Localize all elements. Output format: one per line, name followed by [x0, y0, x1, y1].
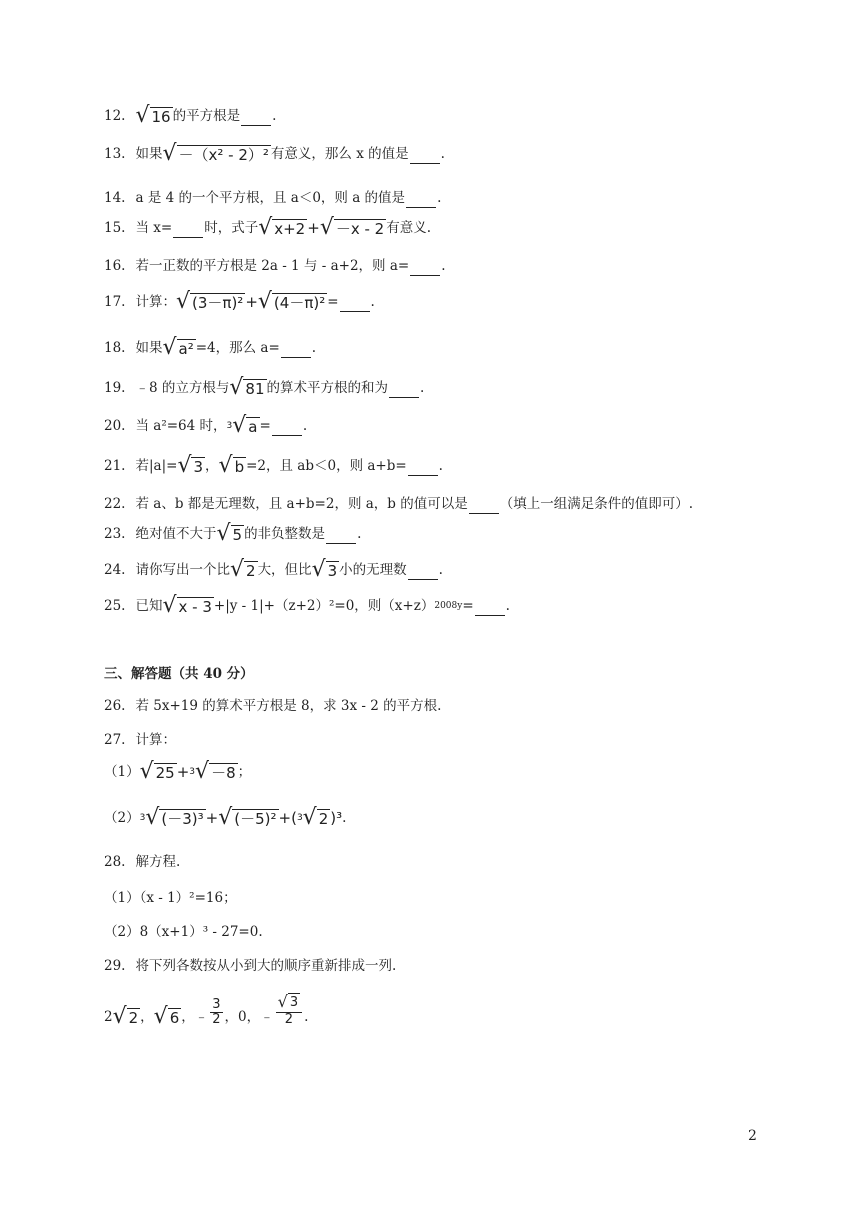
sqrt-expression: √ (－5)²	[218, 805, 277, 830]
fraction: $\frac{3}{2}$	[212, 997, 221, 1027]
cube-root-expression: 3 √ (－3)³	[139, 805, 204, 830]
answer-blank[interactable]	[326, 529, 356, 544]
sqrt-expression: √ a²	[162, 335, 194, 360]
question-27: 27. 计算：	[104, 732, 176, 748]
cube-root-expression: 3 √ 2	[296, 805, 329, 830]
sqrt-expression: √ (4－π)²	[257, 289, 326, 314]
answer-blank[interactable]	[281, 343, 311, 358]
sqrt-expression: √ 6	[153, 1004, 180, 1029]
sqrt-expression: √ －（x² - 2）²	[162, 141, 269, 166]
question-28-part-1: （1）（x - 1）²=16；	[104, 890, 237, 906]
sqrt-expression: √ x - 3	[162, 593, 212, 618]
question-17: 17. 计算： √ (3－π)² + √ (4－π)² = .	[104, 289, 375, 314]
section-heading: 三、解答题（共 40 分）	[104, 666, 254, 682]
question-13: 13. 如果 √ －（x² - 2）² 有意义，那么 x 的值是 .	[104, 141, 445, 166]
answer-blank[interactable]	[340, 297, 370, 312]
sqrt-expression: √ b	[218, 453, 245, 478]
answer-blank[interactable]	[469, 499, 499, 514]
cube-root-expression: 3 √ a	[226, 413, 258, 438]
question-28: 28. 解方程.	[104, 854, 181, 870]
sqrt-expression: √ 25	[139, 759, 175, 784]
question-27-part-1: （1） √ 25 + 3 √ －8 ；	[104, 759, 252, 784]
question-22: 22. 若 a、b 都是无理数，且 a+b=2，则 a，b 的值可以是 （填上一组满足条件的值即可）.	[104, 496, 694, 512]
question-16: 16. 若一正数的平方根是 2a - 1 与 - a+2，则 a= .	[104, 258, 446, 274]
answer-blank[interactable]	[389, 383, 419, 398]
sqrt-expression: √ 5	[216, 521, 243, 546]
question-18: 18. 如果 √ a² =4，那么 a= .	[104, 335, 317, 360]
question-19: 19. ﹣8 的立方根与 √ 81 的算术平方根的和为 .	[104, 375, 425, 400]
sqrt-expression: √ (3－π)²	[175, 289, 244, 314]
sqrt-expression: √ 3	[311, 557, 338, 582]
sqrt-expression: √ 81	[229, 375, 265, 400]
question-29-number-list: 2 √ 2 ， √ 6 ， ﹣ $\frac{3}{2}$ ， 0 ， ﹣ √ 3 2 .	[104, 992, 309, 1029]
sqrt-expression: √ 2	[112, 1004, 139, 1029]
question-20: 20. 当 a²=64 时， 3 √ a = .	[104, 413, 308, 438]
answer-blank[interactable]	[241, 111, 271, 126]
cube-root-expression: 3 √ －8	[189, 759, 236, 784]
sqrt-expression: √ －x - 2	[319, 215, 385, 240]
answer-blank[interactable]	[410, 261, 440, 276]
page-number: 2	[748, 1128, 757, 1144]
sqrt-expression: √ 16	[135, 103, 171, 128]
question-28-part-2: （2）8（x+1）³ - 27=0.	[104, 924, 263, 940]
answer-blank[interactable]	[272, 421, 302, 436]
answer-blank[interactable]	[408, 565, 438, 580]
sqrt-expression: √ 3	[177, 453, 204, 478]
question-25: 25. 已知 √ x - 3 +|y - 1|+（z+2）²=0，则（x+z） 2008y = .	[104, 593, 510, 618]
fraction: √ 3 2	[276, 992, 302, 1027]
answer-blank[interactable]	[475, 601, 505, 616]
question-27-part-2: （2） 3 √ (－3)³ + √ (－5)² + ( 3 √ 2 )³ .	[104, 805, 347, 830]
answer-blank[interactable]	[410, 149, 440, 164]
question-15: 15. 当 x= 时，式子 √ x+2 + √ －x - 2 有意义.	[104, 215, 432, 240]
question-24: 24. 请你写出一个比 √ 2 大，但比 √ 3 小的无理数 .	[104, 557, 443, 582]
question-14: 14. a 是 4 的一个平方根，且 a＜0，则 a 的值是 .	[104, 190, 442, 206]
question-12: 12. √ 16 的平方根是 .	[104, 103, 277, 128]
question-26: 26. 若 5x+19 的算术平方根是 8，求 3x - 2 的平方根.	[104, 698, 442, 714]
answer-blank[interactable]	[408, 461, 438, 476]
sqrt-expression: √ 2	[229, 557, 256, 582]
question-23: 23. 绝对值不大于 √ 5 的非负整数是 .	[104, 521, 362, 546]
answer-blank[interactable]	[406, 193, 436, 208]
question-29: 29. 将下列各数按从小到大的顺序重新排成一列.	[104, 958, 397, 974]
answer-blank[interactable]	[173, 223, 203, 238]
question-21: 21. 若|a|= √ 3 ， √ b =2，且 ab＜0，则 a+b= .	[104, 453, 443, 478]
sqrt-expression: √ x+2	[258, 215, 306, 240]
